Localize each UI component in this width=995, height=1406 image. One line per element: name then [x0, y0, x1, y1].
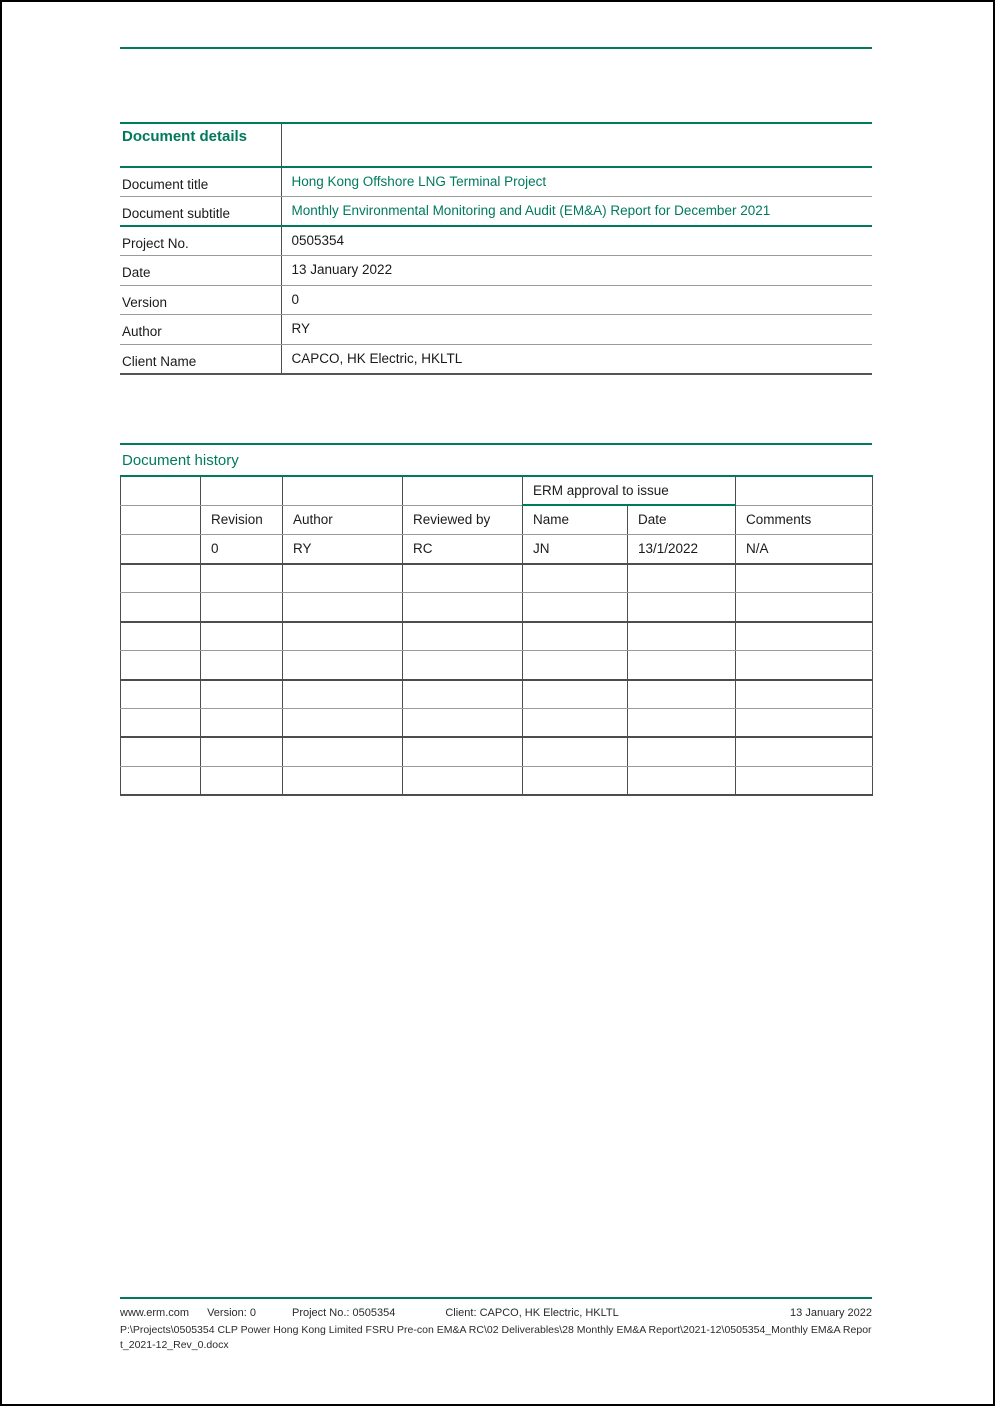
detail-label: Client Name — [120, 344, 281, 374]
erm-approval-header: ERM approval to issue — [523, 476, 736, 505]
detail-value: RY — [281, 315, 872, 345]
detail-label: Author — [120, 315, 281, 345]
history-cell-blank — [121, 651, 201, 680]
detail-value: Hong Kong Offshore LNG Terminal Project — [281, 167, 872, 197]
history-cell-blank — [523, 622, 628, 651]
document-details-table — [120, 122, 872, 375]
history-data-row — [121, 534, 873, 564]
history-cell-blank — [403, 651, 523, 680]
detail-value: CAPCO, HK Electric, HKLTL — [281, 344, 872, 374]
history-cell-blank — [201, 708, 283, 737]
history-cell-blank — [523, 593, 628, 622]
history-cell-blank — [403, 593, 523, 622]
footer-version: Version: 0 — [207, 1307, 256, 1319]
footer-info-row — [120, 1307, 872, 1319]
history-cell-blank — [201, 737, 283, 766]
footer-client: Client: CAPCO, HK Electric, HKLTL — [445, 1307, 619, 1319]
history-column-header: Revision — [201, 505, 283, 534]
history-cell-blank — [283, 708, 403, 737]
history-cell: JN — [523, 534, 628, 564]
history-cell-blank — [628, 593, 736, 622]
history-cell-blank — [736, 708, 873, 737]
document-history-section — [120, 443, 872, 796]
history-column-header — [121, 505, 201, 534]
detail-row-date — [120, 256, 872, 286]
history-cell — [121, 534, 201, 564]
history-empty-row — [121, 622, 873, 651]
detail-value: 0 — [281, 285, 872, 315]
history-cell-blank — [403, 476, 523, 505]
history-cell-blank — [628, 564, 736, 593]
history-empty-row — [121, 708, 873, 737]
history-cell-blank — [736, 593, 873, 622]
history-cell-blank — [201, 766, 283, 795]
history-cell-blank — [201, 622, 283, 651]
history-cell-blank — [121, 766, 201, 795]
document-details-heading-spacer — [281, 123, 872, 167]
detail-label: Date — [120, 256, 281, 286]
detail-row-project-no — [120, 226, 872, 256]
history-cell-blank — [283, 766, 403, 795]
history-cell-blank — [121, 476, 201, 505]
history-column-header: Author — [283, 505, 403, 534]
history-cell-blank — [403, 737, 523, 766]
history-cell-blank — [628, 680, 736, 709]
history-cell-blank — [736, 564, 873, 593]
history-cell-blank — [121, 737, 201, 766]
detail-row-client-name — [120, 344, 872, 374]
history-cell-blank — [201, 593, 283, 622]
detail-label: Document title — [120, 167, 281, 197]
history-cell-blank — [283, 593, 403, 622]
history-cell-blank — [628, 651, 736, 680]
document-details-heading-row — [120, 123, 872, 167]
history-approval-row — [121, 476, 873, 505]
history-column-header-row — [121, 505, 873, 534]
history-cell: RC — [403, 534, 523, 564]
history-cell-blank — [283, 622, 403, 651]
history-cell-blank — [283, 680, 403, 709]
detail-value: 0505354 — [281, 226, 872, 256]
history-cell-blank — [283, 564, 403, 593]
history-empty-row — [121, 593, 873, 622]
document-details-heading: Document details — [120, 123, 281, 167]
detail-row-version — [120, 285, 872, 315]
history-cell-blank — [121, 622, 201, 651]
history-cell: RY — [283, 534, 403, 564]
history-cell-blank — [523, 680, 628, 709]
history-empty-row — [121, 737, 873, 766]
history-cell-blank — [628, 737, 736, 766]
detail-label: Document subtitle — [120, 197, 281, 227]
history-cell-blank — [736, 651, 873, 680]
history-cell-blank — [201, 680, 283, 709]
footer-date: 13 January 2022 — [790, 1307, 872, 1319]
footer-website: www.erm.com — [120, 1307, 190, 1319]
footer-project-no: Project No.: 0505354 — [291, 1307, 396, 1319]
detail-row-subtitle — [120, 197, 872, 227]
history-cell-blank — [523, 564, 628, 593]
detail-row-author — [120, 315, 872, 345]
history-empty-row — [121, 766, 873, 795]
history-cell-blank — [121, 564, 201, 593]
history-cell-blank — [628, 766, 736, 795]
detail-label: Project No. — [120, 226, 281, 256]
footer-divider-rule — [120, 1297, 872, 1299]
history-cell-blank — [403, 622, 523, 651]
document-details-section — [120, 122, 872, 375]
top-divider-rule — [120, 47, 872, 49]
history-cell-blank — [283, 476, 403, 505]
history-cell: N/A — [736, 534, 873, 564]
history-cell-blank — [121, 680, 201, 709]
document-history-table — [120, 475, 873, 796]
history-cell-blank — [121, 593, 201, 622]
history-column-header: Comments — [736, 505, 873, 534]
history-cell: 0 — [201, 534, 283, 564]
history-cell-blank — [283, 737, 403, 766]
history-cell-blank — [736, 680, 873, 709]
history-cell-blank — [201, 476, 283, 505]
history-cell-blank — [403, 766, 523, 795]
history-cell-blank — [736, 622, 873, 651]
history-column-header: Reviewed by — [403, 505, 523, 534]
history-empty-rows — [121, 564, 873, 795]
history-empty-row — [121, 564, 873, 593]
history-column-header: Name — [523, 505, 628, 534]
detail-label: Version — [120, 285, 281, 315]
history-cell-blank — [523, 651, 628, 680]
history-cell-blank — [403, 680, 523, 709]
history-cell-blank — [523, 708, 628, 737]
history-empty-row — [121, 680, 873, 709]
history-empty-row — [121, 651, 873, 680]
history-cell-blank — [736, 766, 873, 795]
history-cell-blank — [736, 737, 873, 766]
document-history-heading: Document history — [122, 452, 239, 469]
detail-value: 13 January 2022 — [281, 256, 872, 286]
footer-file-path: P:\Projects\0505354 CLP Power Hong Kong Limited FSRU Pre-con EM&A RC\02 Deliverables\28 Monthly EM&A Report\2021-12\0505354_Monthly EM&A Report_2021-12_Rev_0.docx — [120, 1324, 872, 1352]
history-cell-blank — [523, 766, 628, 795]
history-cell-blank — [628, 622, 736, 651]
history-cell-blank — [403, 708, 523, 737]
detail-value: Monthly Environmental Monitoring and Audit (EM&A) Report for December 2021 — [281, 197, 872, 227]
history-column-header: Date — [628, 505, 736, 534]
history-cell-blank — [201, 564, 283, 593]
page-footer — [120, 1297, 872, 1353]
history-cell: 13/1/2022 — [628, 534, 736, 564]
history-cell-blank — [403, 564, 523, 593]
history-divider-rule — [120, 443, 872, 445]
history-cell-blank — [736, 476, 873, 505]
history-cell-blank — [121, 708, 201, 737]
detail-row-title — [120, 167, 872, 197]
history-cell-blank — [201, 651, 283, 680]
history-cell-blank — [283, 651, 403, 680]
history-cell-blank — [628, 708, 736, 737]
history-cell-blank — [523, 737, 628, 766]
